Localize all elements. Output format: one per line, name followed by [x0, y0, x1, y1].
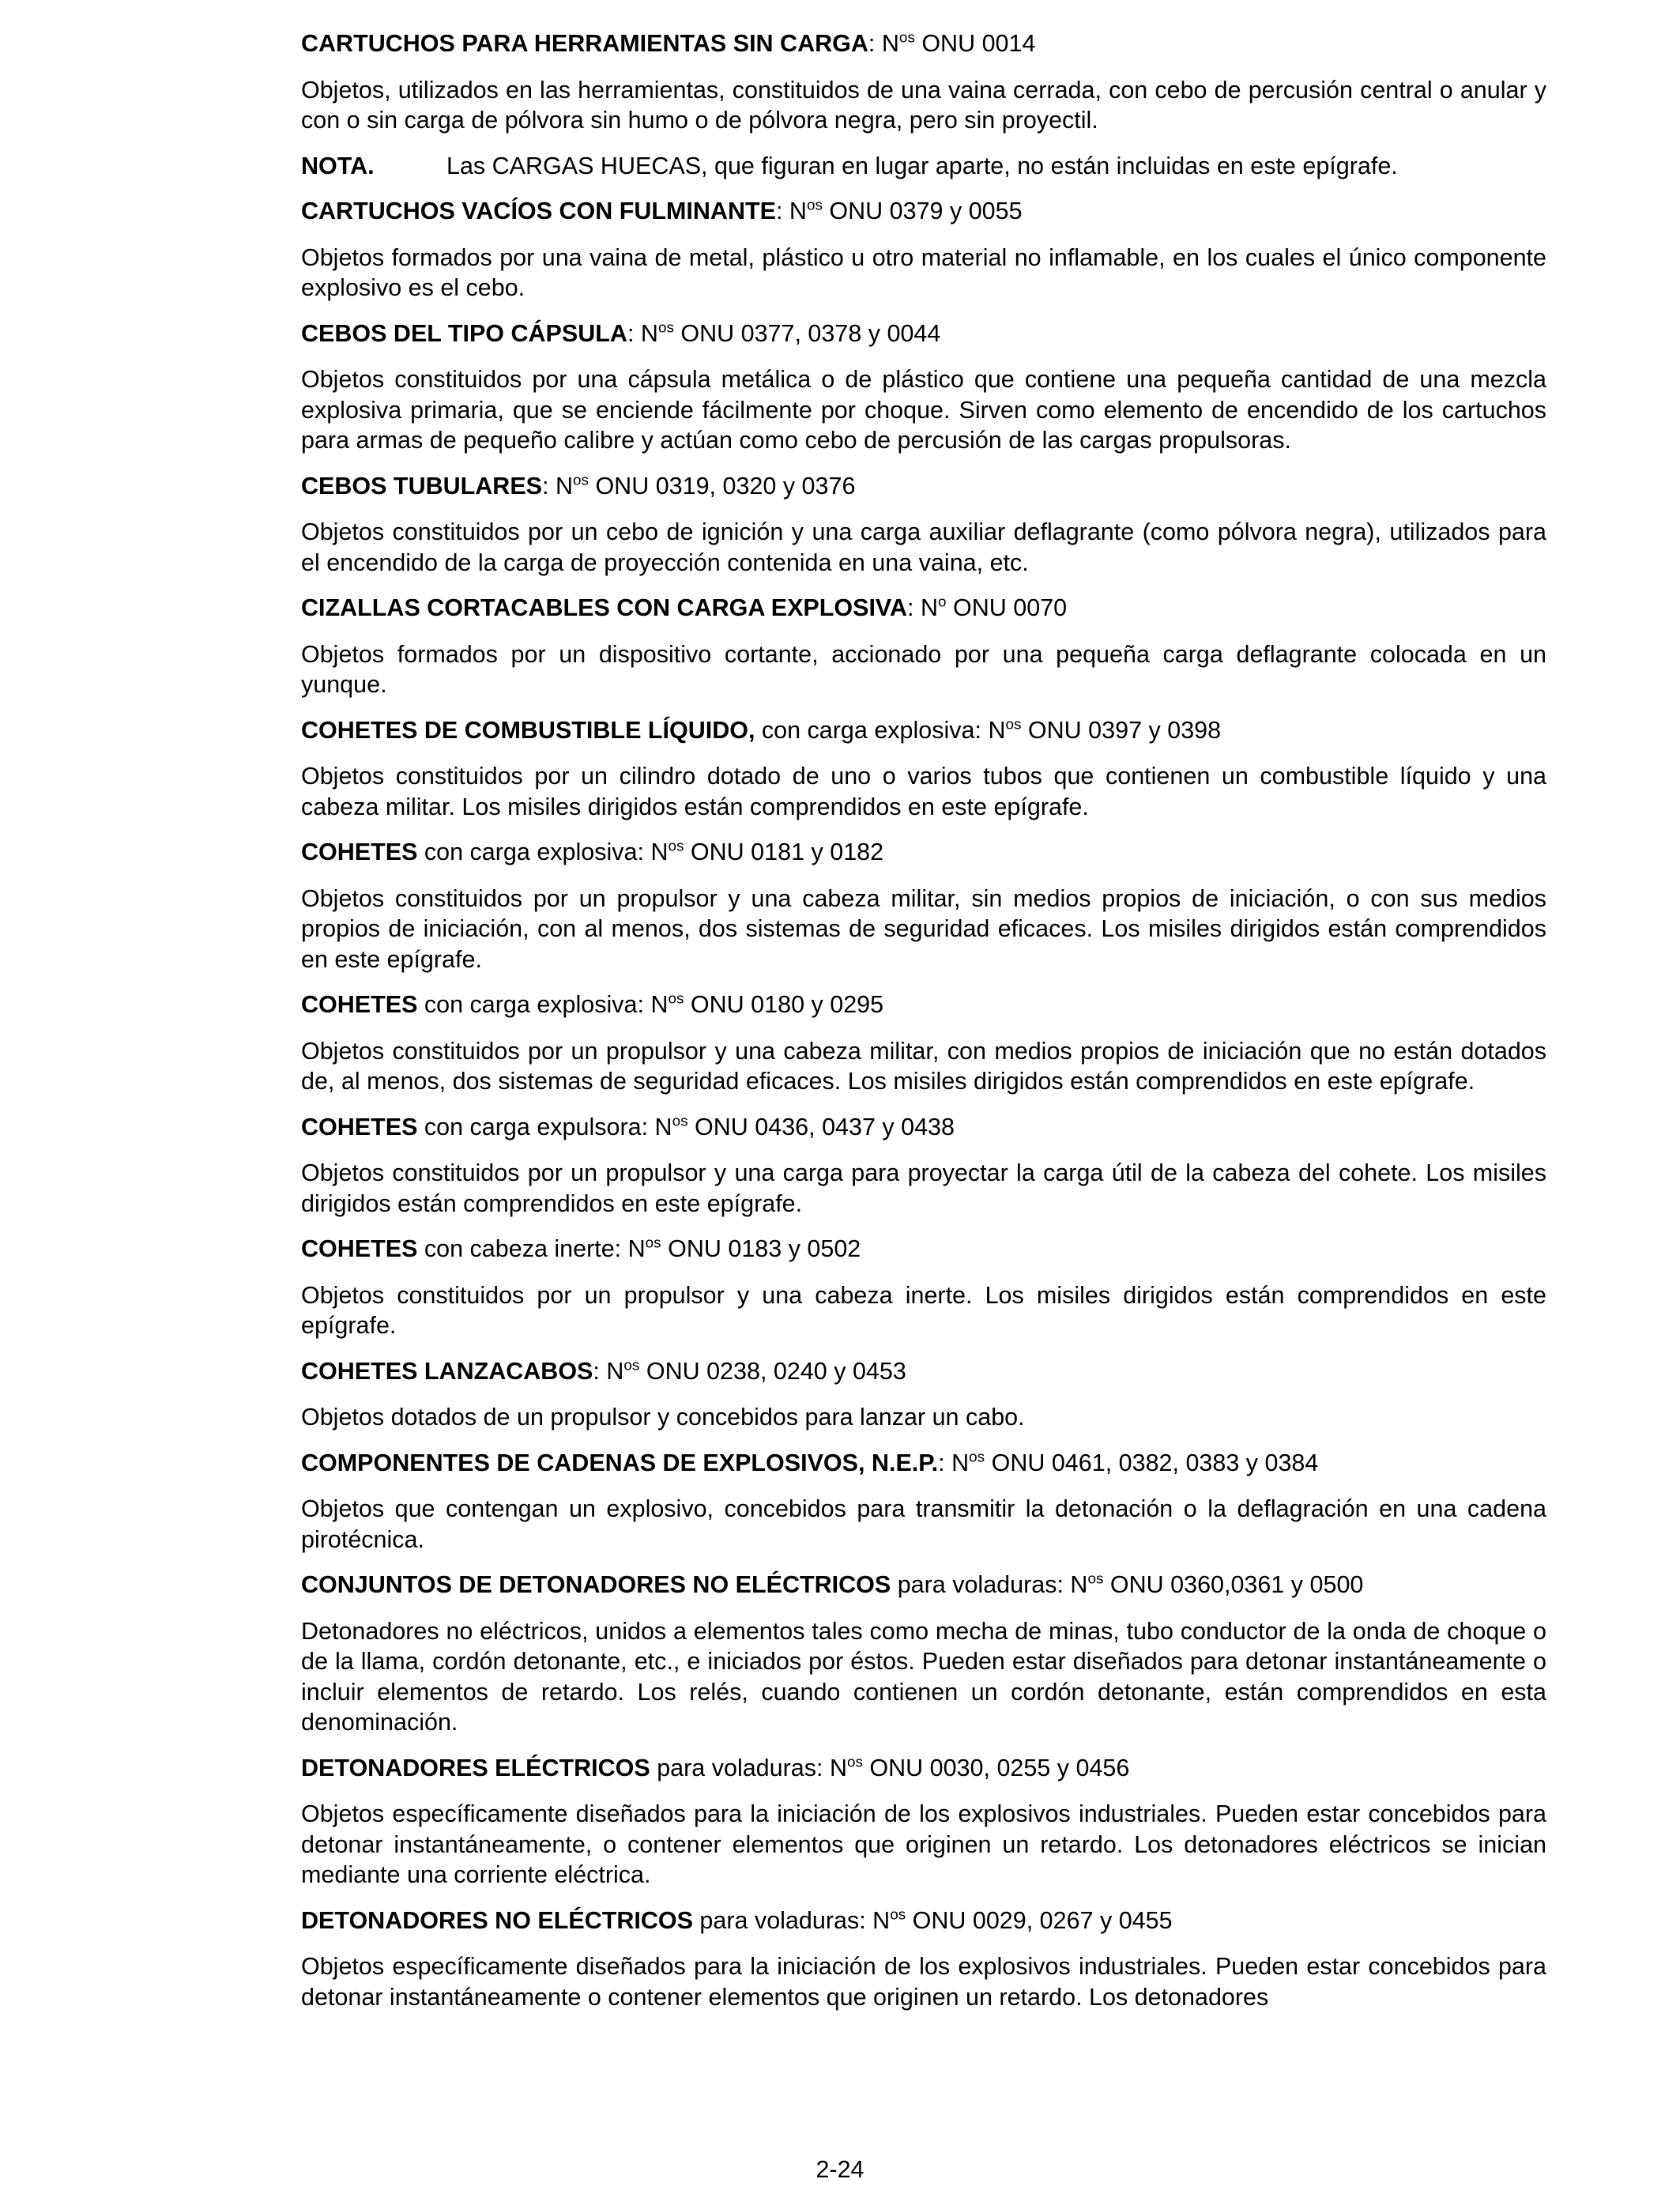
entry-title: COHETES: [301, 991, 418, 1018]
onu-numbers: ONU 0070: [946, 594, 1068, 621]
onu-numbers: ONU 0379 y 0055: [822, 198, 1023, 224]
number-abbrev: N: [606, 1357, 624, 1385]
onu-numbers: ONU 0029, 0267 y 0455: [906, 1906, 1173, 1934]
onu-numbers: ONU 0397 y 0398: [1021, 716, 1222, 744]
number-abbrev-suffix: os: [657, 319, 674, 336]
entry-title: CARTUCHOS PARA HERRAMIENTAS SIN CARGA: [301, 30, 868, 57]
onu-numbers: ONU 0183 y 0502: [661, 1235, 861, 1262]
entry-qualifier: con carga explosiva:: [417, 839, 644, 865]
number-abbrev-suffix: os: [1005, 715, 1022, 733]
onu-numbers: ONU 0238, 0240 y 0453: [639, 1357, 906, 1385]
onu-numbers: ONU 0180 y 0295: [684, 991, 884, 1018]
entry-title: COHETES: [301, 839, 418, 865]
entry-title: COHETES: [301, 1235, 418, 1262]
entry-qualifier: :: [593, 1357, 600, 1385]
onu-numbers: ONU 0319, 0320 y 0376: [588, 472, 856, 499]
number-abbrev-suffix: os: [668, 838, 684, 855]
entry-qualifier: :: [542, 472, 549, 499]
entry-title: CEBOS TUBULARES: [301, 472, 543, 499]
document-page: [301, 28, 1546, 2027]
entry-title: COHETES DE COMBUSTIBLE LÍQUIDO,: [301, 716, 755, 744]
entry-description: Objetos formados por una vaina de metal, plástico u otro material no inflamable, en los cuales el único componente explosivo es el cebo.: [301, 243, 1546, 301]
number-abbrev: N: [921, 594, 939, 621]
entry-heading: [301, 1570, 1546, 1600]
entry-qualifier: :: [627, 319, 635, 347]
number-abbrev: N: [951, 1449, 970, 1476]
onu-numbers: ONU 0360,0361 y 0500: [1103, 1571, 1364, 1598]
entry-description: Objetos constituidos por un cebo de ignición y una carga auxiliar deflagrante (como pólvora negra), utilizados para el encendido de la carga de proyección contenida en una vaina, etc.: [301, 518, 1546, 576]
number-abbrev: N: [1070, 1571, 1088, 1598]
onu-numbers: ONU 0014: [914, 30, 1036, 57]
entry-heading: [301, 1448, 1546, 1479]
page-number: 2-24: [816, 2156, 864, 2183]
entry-heading: [301, 1906, 1546, 1936]
onu-numbers: ONU 0436, 0437 y 0438: [687, 1113, 955, 1140]
number-abbrev: N: [627, 1235, 646, 1262]
entry-heading: [301, 593, 1546, 624]
entry-description: Objetos, utilizados en las herramientas, constituidos de una vaina cerrada, con cebo de percusión central o anular y con o sin carga de pólvora sin humo o de pólvora negra, pero sin proyectil.: [301, 76, 1546, 134]
entry-qualifier: :: [868, 30, 876, 57]
number-abbrev: N: [872, 1906, 891, 1934]
number-abbrev: N: [555, 472, 574, 499]
entry-qualifier: para voladuras:: [650, 1754, 823, 1781]
entry-qualifier: con carga explosiva:: [417, 991, 644, 1018]
entry-note: [301, 151, 1546, 182]
entry-heading: [301, 715, 1546, 746]
entry-description: Objetos específicamente diseñados para la iniciación de los explosivos industriales. Pueden estar concebidos para detonar instantáneamente, o contener elementos que originen un retardo. Los detonadores eléctricos se inician mediante una corriente eléctrica.: [301, 1800, 1546, 1888]
entry-title: COMPONENTES DE CADENAS DE EXPLOSIVOS, N.E.P.: [301, 1449, 939, 1476]
entry-heading: [301, 1753, 1546, 1784]
number-abbrev-suffix: os: [668, 990, 684, 1008]
number-abbrev-suffix: os: [969, 1448, 985, 1465]
number-abbrev: N: [789, 198, 807, 224]
entry-description: Objetos constituidos por una cápsula metálica o de plástico que contiene una pequeña cantidad de una mezcla explosiva primaria, que se enciende fácilmente por choque. Sirven como elemento de encendido de los cartuchos para armas de pequeño calibre y actúan como cebo de percusión de las cargas propulsoras.: [301, 366, 1546, 454]
number-abbrev-suffix: os: [623, 1356, 640, 1374]
entry-qualifier: para voladuras:: [692, 1906, 866, 1934]
entry-description: Objetos que contengan un explosivo, concebidos para transmitir la detonación o la deflagración en una cadena pirotécnica.: [301, 1495, 1546, 1553]
note-text: Las CARGAS HUECAS, que figuran en lugar aparte, no están incluidas en este epígrafe.: [446, 152, 1398, 179]
entry-heading: [301, 471, 1546, 502]
entry-heading: [301, 319, 1546, 349]
entry-heading: [301, 837, 1546, 868]
entry-title: DETONADORES ELÉCTRICOS: [301, 1754, 650, 1781]
entry-title: CEBOS DEL TIPO CÁPSULA: [301, 319, 627, 347]
number-abbrev: N: [640, 319, 658, 347]
entry-qualifier: con carga expulsora:: [417, 1113, 649, 1140]
number-abbrev: N: [881, 30, 899, 57]
entry-qualifier: con carga explosiva:: [755, 716, 981, 744]
entry-description: Objetos específicamente diseñados para la iniciación de los explosivos industriales. Pueden estar concebidos para detonar instantáneamente o contener elementos que originen un retardo. Los detonadores: [301, 1953, 1546, 2011]
entry-description: Detonadores no eléctricos, unidos a elementos tales como mecha de minas, tubo conductor de la onda de choque o de la llama, cordón detonante, etc., e iniciados por éstos. Pueden estar diseñados para detonar instantáneamente o incluir elementos de retardo. Los relés, cuando contienen un cordón detonante, están comprendidos en esta denominación.: [301, 1617, 1546, 1736]
number-abbrev-suffix: os: [890, 1906, 906, 1923]
number-abbrev: N: [829, 1754, 847, 1781]
entry-heading: [301, 28, 1546, 59]
note-label: NOTA.: [301, 152, 375, 179]
entry-description: Objetos constituidos por un propulsor y una cabeza inerte. Los misiles dirigidos están comprendidos en este epígrafe.: [301, 1281, 1546, 1339]
onu-numbers: ONU 0181 y 0182: [684, 839, 884, 865]
entry-description: Objetos formados por un dispositivo cortante, accionado por una pequeña carga deflagrante colocada en un yunque.: [301, 640, 1546, 698]
entry-heading: [301, 990, 1546, 1020]
number-abbrev: N: [988, 716, 1006, 744]
number-abbrev-suffix: os: [1087, 1570, 1104, 1588]
entry-qualifier: :: [775, 198, 783, 224]
entry-description: Objetos constituidos por un cilindro dotado de uno o varios tubos que contienen un combustible líquido y una cabeza militar. Los misiles dirigidos están comprendidos en este epígrafe.: [301, 763, 1546, 820]
entry-qualifier: :: [907, 594, 914, 621]
number-abbrev: N: [650, 991, 669, 1018]
number-abbrev-suffix: os: [645, 1235, 661, 1252]
entry-heading: [301, 196, 1546, 227]
number-abbrev-suffix: os: [672, 1112, 688, 1129]
entry-description: Objetos constituidos por un propulsor y una cabeza militar, sin medios propios de iniciación, o con sus medios propios de iniciación, con al menos, dos sistemas de seguridad eficaces. Los misiles dirigidos están comprendidos en este epígrafe.: [301, 884, 1546, 973]
entry-title: CIZALLAS CORTACABLES CON CARGA EXPLOSIVA: [301, 594, 908, 621]
number-abbrev: N: [654, 1113, 672, 1140]
entry-title: COHETES LANZACABOS: [301, 1357, 593, 1385]
entry-description: Objetos constituidos por un propulsor y una carga para proyectar la carga útil de la cabeza del cohete. Los misiles dirigidos están comprendidos en este epígrafe.: [301, 1159, 1546, 1217]
number-abbrev-suffix: os: [898, 29, 915, 47]
entry-qualifier: para voladuras:: [891, 1571, 1064, 1598]
entry-heading: [301, 1112, 1546, 1143]
number-abbrev-suffix: os: [806, 197, 823, 214]
entry-description: Objetos dotados de un propulsor y concebidos para lanzar un cabo.: [301, 1404, 1025, 1431]
entry-qualifier: :: [938, 1449, 945, 1476]
onu-numbers: ONU 0461, 0382, 0383 y 0384: [985, 1449, 1319, 1476]
onu-numbers: ONU 0377, 0378 y 0044: [673, 319, 941, 347]
number-abbrev: N: [650, 839, 669, 865]
number-abbrev-suffix: o: [938, 594, 947, 611]
number-abbrev-suffix: os: [846, 1753, 863, 1770]
number-abbrev-suffix: os: [573, 471, 589, 488]
entry-title: COHETES: [301, 1113, 418, 1140]
entry-title: CONJUNTOS DE DETONADORES NO ELÉCTRICOS: [301, 1571, 891, 1598]
entry-title: DETONADORES NO ELÉCTRICOS: [301, 1906, 693, 1934]
entry-title: CARTUCHOS VACÍOS CON FULMINANTE: [301, 198, 776, 224]
entry-qualifier: con cabeza inerte:: [417, 1235, 622, 1262]
entry-description: Objetos constituidos por un propulsor y una cabeza militar, con medios propios de iniciación que no están dotados de, al menos, dos sistemas de seguridad eficaces. Los misiles dirigidos están comprendidos en este epígrafe.: [301, 1037, 1546, 1095]
entry-heading: [301, 1234, 1546, 1265]
onu-numbers: ONU 0030, 0255 y 0456: [862, 1754, 1130, 1781]
entry-heading: [301, 1356, 1546, 1387]
